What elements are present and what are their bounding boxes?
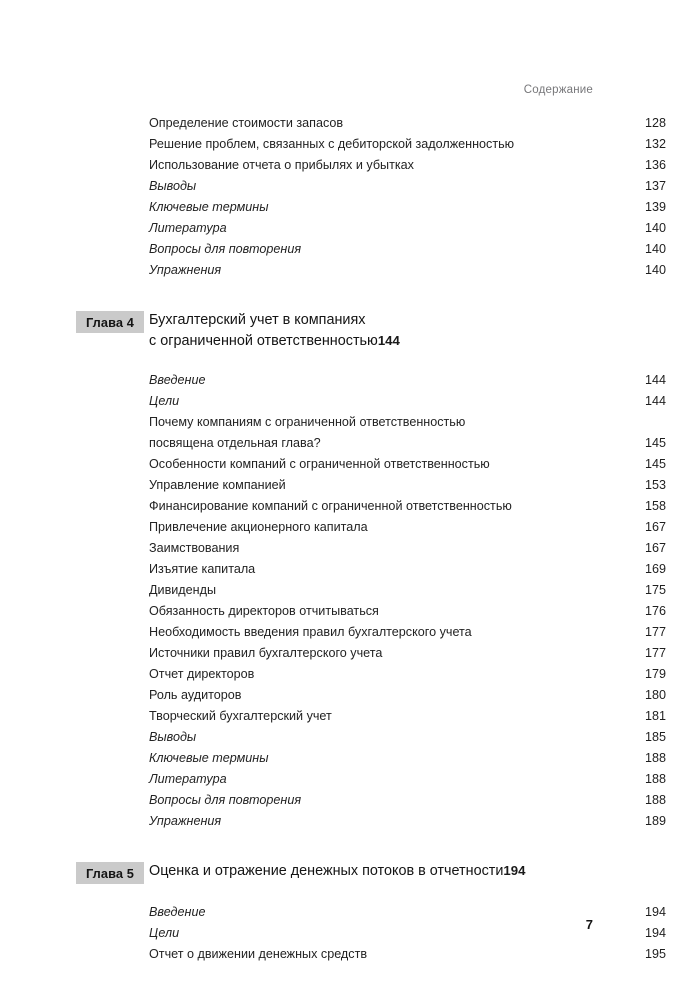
- toc-entry[interactable]: [76, 218, 666, 239]
- toc-entry-page-number: 188: [644, 772, 666, 786]
- chapter-badge: Глава 5: [76, 862, 144, 884]
- toc-entry[interactable]: [76, 155, 666, 176]
- leader-dots: [476, 638, 637, 639]
- leader-dots: [347, 129, 637, 130]
- toc-entry[interactable]: [76, 391, 666, 412]
- toc-entry-page-number: 140: [644, 242, 666, 256]
- toc-entry-title: Вопросы для повторения: [149, 242, 302, 256]
- leader-dots: [336, 722, 637, 723]
- toc-entry-page-number: 136: [644, 158, 666, 172]
- toc-entry-page-number: 177: [644, 646, 666, 660]
- toc-entry-title: Особенности компаний с ограниченной ответственностью: [149, 457, 490, 471]
- toc-entry-title: Вопросы для повторения: [149, 793, 302, 807]
- chapter-title-wrap: [144, 861, 593, 882]
- toc-entry-page-number: 145: [644, 436, 666, 450]
- toc-entry-title: Решение проблем, связанных с дебиторской задолженностью: [149, 137, 515, 151]
- toc-entry-title: Управление компанией: [149, 478, 286, 492]
- toc-entry-title: Упражнения: [149, 263, 222, 277]
- leader-dots: [418, 171, 637, 172]
- leader-dots: [305, 255, 637, 256]
- leader-dots: [494, 470, 637, 471]
- running-head: Содержание: [523, 84, 593, 96]
- toc-entry-page-number: 144: [644, 394, 666, 408]
- chapter-entry-list: [76, 370, 666, 832]
- toc-entry-page-number: 153: [644, 478, 666, 492]
- toc-entry-page-number: 176: [644, 604, 666, 618]
- toc-entry[interactable]: [76, 748, 666, 769]
- toc-entry-page-number: 145: [644, 457, 666, 471]
- toc-entry-page-number: 167: [644, 520, 666, 534]
- leader-dots: [183, 407, 637, 408]
- leader-dots: [225, 276, 637, 277]
- toc-entry-title: Выводы: [149, 730, 197, 744]
- leader-dots: [245, 701, 637, 702]
- leader-dots: [243, 554, 637, 555]
- toc-entry-page-number: 158: [644, 499, 666, 513]
- leader-dots: [200, 743, 637, 744]
- toc-entry[interactable]: [76, 134, 666, 155]
- toc-entry[interactable]: [76, 113, 666, 134]
- toc-entry[interactable]: [76, 538, 666, 559]
- toc-entry[interactable]: [76, 790, 666, 811]
- toc-entry-title: Заимствования: [149, 541, 240, 555]
- toc-entry[interactable]: [76, 412, 666, 454]
- toc-entry-title: Источники правил бухгалтерского учета: [149, 646, 383, 660]
- chapter-title-line-1: Бухгалтерский учет в компаниях: [149, 312, 366, 328]
- toc-entry-page-number: 167: [644, 541, 666, 555]
- toc-entry-page-number: 188: [644, 793, 666, 807]
- chapter-block: [76, 861, 666, 965]
- chapter-block: [76, 310, 666, 832]
- page-number: 7: [585, 917, 593, 932]
- toc-entry-page-number: 139: [644, 200, 666, 214]
- toc-entry-page-number: 140: [644, 221, 666, 235]
- leader-dots: [305, 806, 637, 807]
- toc-entry-title-line-1: Почему компаниям с ограниченной ответственностью: [149, 415, 466, 429]
- toc-entry-title: Ключевые термины: [149, 200, 269, 214]
- toc-entry-title: Выводы: [149, 179, 197, 193]
- leader-dots: [518, 150, 637, 151]
- chapter-page-number: 144: [377, 333, 400, 348]
- leader-dots: [259, 575, 637, 576]
- toc-entry-page-number: 181: [644, 709, 666, 723]
- leader-dots: [183, 939, 637, 940]
- leader-dots: [516, 512, 637, 513]
- chapter-badge: Глава 4: [76, 311, 144, 333]
- leader-dots: [371, 960, 637, 961]
- chapter-entry-list: [76, 902, 666, 965]
- leader-dots: [290, 491, 637, 492]
- toc-entry-title: Литература: [149, 221, 227, 235]
- chapter-title-wrap: [144, 310, 593, 352]
- toc-entry-title: Финансирование компаний с ограниченной ответственностью: [149, 499, 512, 513]
- chapter-heading[interactable]: [76, 861, 593, 884]
- toc-entry-page-number: 188: [644, 751, 666, 765]
- leader-dots: [209, 386, 637, 387]
- toc-entry[interactable]: [76, 706, 666, 727]
- toc-entry[interactable]: [76, 944, 666, 965]
- toc-entry-title: Цели: [149, 394, 180, 408]
- toc-entry-title: Отчет о движении денежных средств: [149, 947, 368, 961]
- toc-entry-title: Изъятие капитала: [149, 562, 256, 576]
- intro-entry-list: [76, 113, 666, 281]
- toc-entry[interactable]: [76, 643, 666, 664]
- toc-entry[interactable]: [76, 601, 666, 622]
- toc-entry-page-number: 175: [644, 583, 666, 597]
- leader-dots: [386, 659, 637, 660]
- toc-entry[interactable]: [76, 727, 666, 748]
- toc-entry-page-number: 180: [644, 688, 666, 702]
- toc-entry-title: Роль аудиторов: [149, 688, 242, 702]
- leader-dots: [372, 533, 637, 534]
- toc-entry[interactable]: [76, 197, 666, 218]
- toc-entry-title: Обязанность директоров отчитываться: [149, 604, 379, 618]
- toc-entry-title: Дивиденды: [149, 583, 216, 597]
- toc-entry[interactable]: [76, 370, 666, 391]
- toc-entry[interactable]: [76, 260, 666, 281]
- toc-entry-page-number: 132: [644, 137, 666, 151]
- toc-entry-title: посвящена отдельная глава?: [149, 436, 321, 450]
- toc-entry-page-number: 185: [644, 730, 666, 744]
- toc-entry[interactable]: [76, 454, 666, 475]
- toc-entry-page-number: 189: [644, 814, 666, 828]
- toc-entry-page-number: 177: [644, 625, 666, 639]
- leader-dots: [273, 764, 638, 765]
- toc-entry-title: Необходимость введения правил бухгалтерского учета: [149, 625, 472, 639]
- leader-dots: [220, 596, 637, 597]
- chapter-title-line-2: с ограниченной ответственностью: [149, 333, 378, 349]
- leader-dots: [273, 213, 638, 214]
- toc-entry[interactable]: [76, 622, 666, 643]
- chapter-title-line-1: Оценка и отражение денежных потоков в отчетности: [149, 863, 504, 879]
- toc-entry-title: Упражнения: [149, 814, 222, 828]
- toc-entry-title: Использование отчета о прибылях и убытках: [149, 158, 414, 172]
- toc-entry-title: Определение стоимости запасов: [149, 116, 344, 130]
- toc-entry[interactable]: [76, 811, 666, 832]
- toc-entry[interactable]: [76, 580, 666, 601]
- leader-dots: [383, 617, 637, 618]
- toc-entry[interactable]: [76, 239, 666, 260]
- toc-entry-title: Творческий бухгалтерский учет: [149, 709, 332, 723]
- toc-entry[interactable]: [76, 475, 666, 496]
- leader-dots: [258, 680, 637, 681]
- toc-entry-title: Литература: [149, 772, 227, 786]
- toc-entry-page-number: 128: [644, 116, 666, 130]
- toc-entry-page-number: 140: [644, 263, 666, 277]
- toc-entry-title: Привлечение акционерного капитала: [149, 520, 368, 534]
- chapter-heading[interactable]: [76, 310, 593, 352]
- toc-entry[interactable]: [76, 517, 666, 538]
- toc-entry-title: Введение: [149, 373, 206, 387]
- leader-dots: [325, 449, 637, 450]
- toc-entry[interactable]: [76, 496, 666, 517]
- toc-entry-page-number: 137: [644, 179, 666, 193]
- toc-entry-title: Ключевые термины: [149, 751, 269, 765]
- chapter-list: [76, 310, 666, 965]
- toc-entry-page-number: 194: [644, 905, 666, 919]
- toc-entry-page-number: 179: [644, 667, 666, 681]
- toc-entry[interactable]: [76, 176, 666, 197]
- toc-entry-page-number: 144: [644, 373, 666, 387]
- toc-entry-page-number: 169: [644, 562, 666, 576]
- toc-body: [76, 113, 666, 965]
- leader-dots: [200, 192, 637, 193]
- toc-entry-title: Цели: [149, 926, 180, 940]
- toc-entry-title: Отчет директоров: [149, 667, 255, 681]
- toc-entry[interactable]: [76, 685, 666, 706]
- leader-dots: [225, 827, 637, 828]
- toc-entry-page-number: 194: [644, 926, 666, 940]
- toc-entry-title: Введение: [149, 905, 206, 919]
- toc-entry[interactable]: [76, 769, 666, 790]
- toc-entry-page-number: 195: [644, 947, 666, 961]
- toc-entry[interactable]: [76, 664, 666, 685]
- leader-dots: [231, 234, 637, 235]
- toc-entry[interactable]: [76, 559, 666, 580]
- leader-dots: [231, 785, 637, 786]
- chapter-page-number: 194: [503, 863, 526, 878]
